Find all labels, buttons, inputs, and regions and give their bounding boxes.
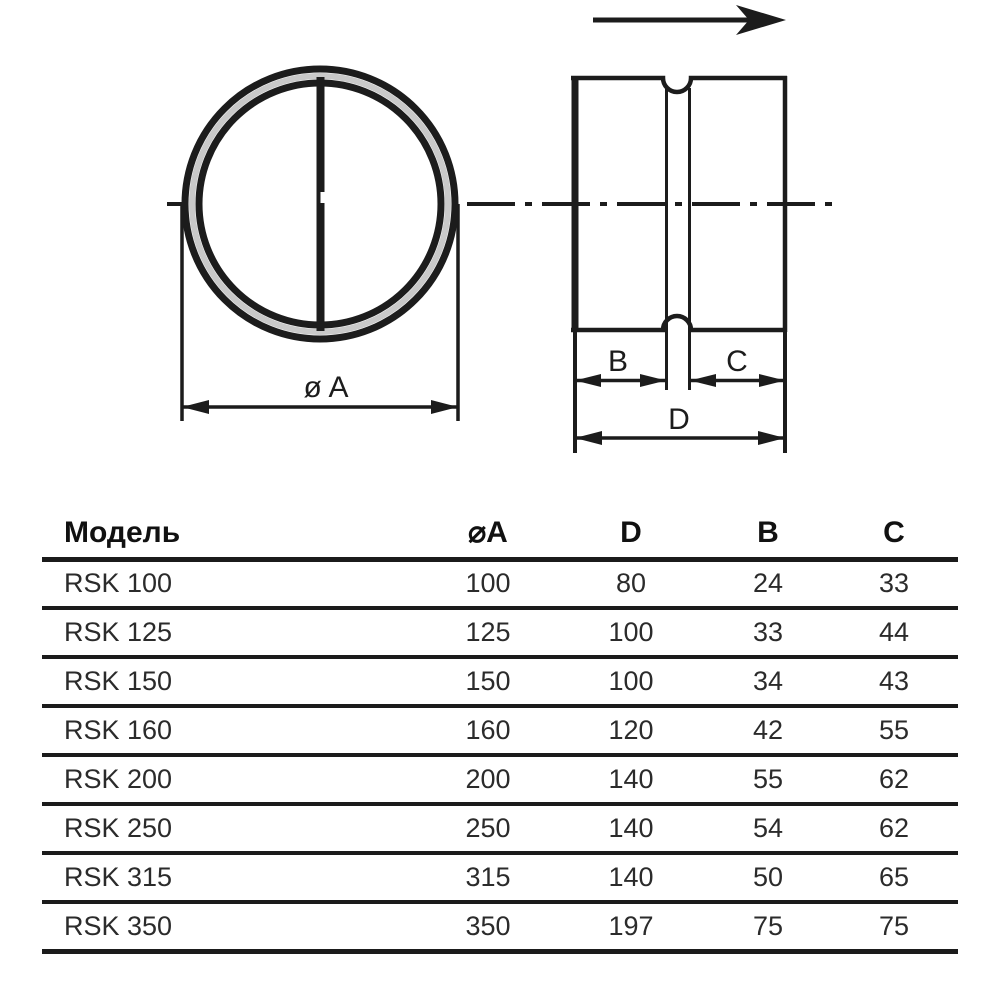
header-c: C xyxy=(830,509,958,559)
header-b: B xyxy=(706,509,830,559)
dim-c-cell: 65 xyxy=(830,853,958,902)
model-cell: RSK 315 xyxy=(42,853,420,902)
table-row xyxy=(42,608,958,657)
dim-a-label: ø A xyxy=(303,371,349,404)
model-cell: RSK 250 xyxy=(42,804,420,853)
dim-c-cell: 44 xyxy=(830,608,958,657)
dim-a-cell: 315 xyxy=(420,853,556,902)
header-model: Модель xyxy=(42,509,420,559)
dim-b-cell: 50 xyxy=(706,853,830,902)
dim-c-cell: 33 xyxy=(830,559,958,608)
model-cell: RSK 350 xyxy=(42,902,420,951)
dim-a-cell: 100 xyxy=(420,559,556,608)
dim-d-cell: 100 xyxy=(556,657,706,706)
technical-drawing xyxy=(0,0,1000,470)
dim-b-cell: 75 xyxy=(706,902,830,951)
dim-b-cell: 24 xyxy=(706,559,830,608)
model-cell: RSK 125 xyxy=(42,608,420,657)
table-row xyxy=(42,902,958,951)
dim-c-cell: 55 xyxy=(830,706,958,755)
side-view xyxy=(571,76,787,390)
table-row xyxy=(42,657,958,706)
dim-d-cell: 140 xyxy=(556,755,706,804)
dim-a-cell: 125 xyxy=(420,608,556,657)
dim-b-cell: 42 xyxy=(706,706,830,755)
model-cell: RSK 160 xyxy=(42,706,420,755)
dim-a-cell: 150 xyxy=(420,657,556,706)
table-row xyxy=(42,559,958,608)
model-cell: RSK 150 xyxy=(42,657,420,706)
dim-c-cell: 75 xyxy=(830,902,958,951)
model-cell: RSK 100 xyxy=(42,559,420,608)
dim-d-cell: 100 xyxy=(556,608,706,657)
table-row xyxy=(42,706,958,755)
table-header-row xyxy=(42,509,958,559)
body-top-edge xyxy=(571,78,787,92)
dimension-c xyxy=(690,345,785,387)
dim-d-cell: 140 xyxy=(556,853,706,902)
table-row xyxy=(42,853,958,902)
table-row xyxy=(42,804,958,853)
dim-a-cell: 200 xyxy=(420,755,556,804)
flow-arrow xyxy=(593,5,786,35)
dim-a-cell: 350 xyxy=(420,902,556,951)
header-d: D xyxy=(556,509,706,559)
front-view xyxy=(185,69,455,339)
dim-a-cell: 250 xyxy=(420,804,556,853)
dim-d-cell: 197 xyxy=(556,902,706,951)
dim-b-cell: 54 xyxy=(706,804,830,853)
dimension-d xyxy=(575,403,785,445)
dim-c-label: C xyxy=(726,345,748,378)
table-row xyxy=(42,755,958,804)
dim-a-cell: 160 xyxy=(420,706,556,755)
dim-c-cell: 43 xyxy=(830,657,958,706)
dim-d-cell: 140 xyxy=(556,804,706,853)
dim-c-cell: 62 xyxy=(830,755,958,804)
hinge-notch xyxy=(321,192,326,203)
header-diameter-a: ⌀A xyxy=(420,509,556,559)
model-cell: RSK 200 xyxy=(42,755,420,804)
damper-blade-axis xyxy=(317,77,325,331)
dim-b-label: B xyxy=(607,345,629,378)
dim-c-cell: 62 xyxy=(830,804,958,853)
spec-table xyxy=(42,509,958,954)
body-bottom-edge xyxy=(571,316,787,330)
dim-d-cell: 80 xyxy=(556,559,706,608)
dim-d-cell: 120 xyxy=(556,706,706,755)
dim-b-cell: 34 xyxy=(706,657,830,706)
dim-b-cell: 55 xyxy=(706,755,830,804)
dim-d-label: D xyxy=(668,403,690,436)
dim-b-cell: 33 xyxy=(706,608,830,657)
dimension-b xyxy=(575,345,666,387)
